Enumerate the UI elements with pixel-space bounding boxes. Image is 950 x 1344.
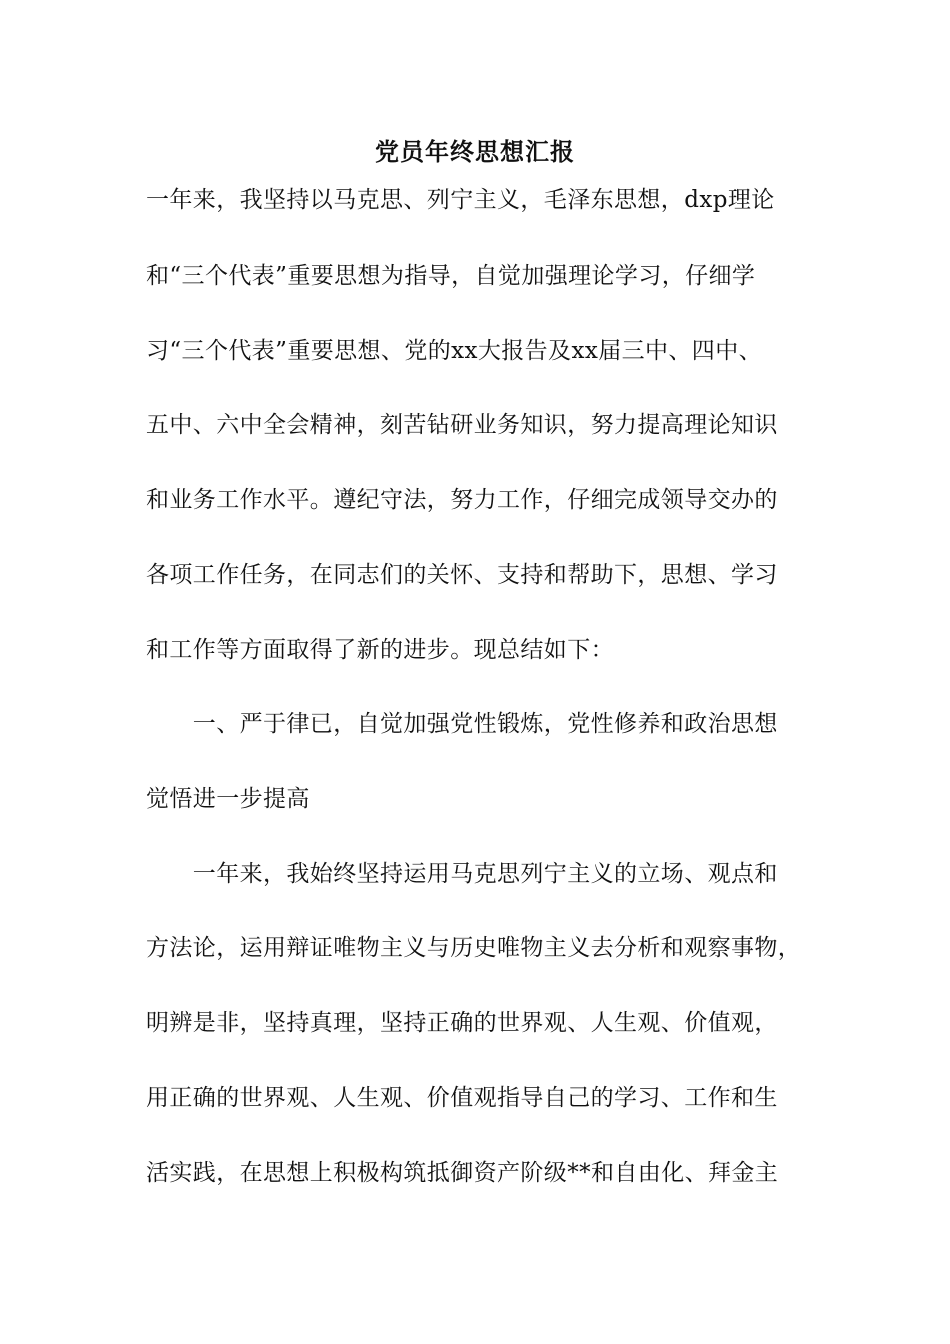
body-line-1: 一年来，我坚持以马克思、列宁主义，毛泽东思想，dxp理论 [146,187,775,213]
section-heading-line-1: 一、严于律已，自觉加强党性锻炼，党性修养和政治思想 [146,711,778,737]
body-line-11: 用正确的世界观、人生观、价值观指导自己的学习、工作和生 [146,1085,778,1111]
body-line-10: 明辨是非，坚持真理，坚持正确的世界观、人生观、价值观， [146,1010,778,1036]
body-line-7: 和工作等方面取得了新的进步。现总结如下： [146,637,614,663]
body-line-9: 方法论，运用辩证唯物主义与历史唯物主义去分析和观察事物， [146,935,802,961]
section-heading-line-2: 觉悟进一步提高 [146,786,310,812]
body-line-6: 各项工作任务，在同志们的关怀、支持和帮助下，思想、学习 [146,562,778,588]
body-line-3: 习“三个代表”重要思想、党的xx大报告及xx届三中、四中、 [146,338,763,364]
body-line-12: 活实践，在思想上积极构筑抵御资产阶级**和自由化、拜金主 [146,1160,779,1186]
body-line-2: 和“三个代表”重要思想为指导，自觉加强理论学习，仔细学 [146,263,756,289]
body-line-4: 五中、六中全会精神，刻苦钻研业务知识，努力提高理论知识 [146,412,778,438]
body-line-8: 一年来，我始终坚持运用马克思列宁主义的立场、观点和 [146,861,778,887]
document-title: 党员年终思想汇报 [375,138,575,166]
body-line-5: 和业务工作水平。遵纪守法，努力工作，仔细完成领导交办的 [146,487,778,513]
